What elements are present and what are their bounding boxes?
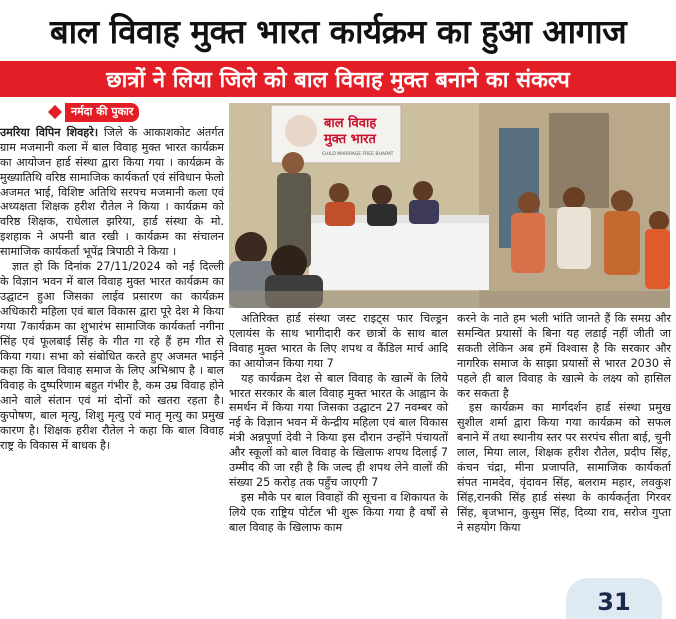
article-column-middle: [229, 312, 448, 536]
banner-caption: CHILD MARRIAGE FREE BHARAT: [322, 152, 394, 157]
headline: बाल विवाह मुक्त भारत कार्यक्रम का हुआ आगाज: [49, 11, 627, 51]
article-para-4: यह कार्यक्रम देश से बाल विवाह के खात्में के लिये भारत सरकार के बाल विवाह मुक्त भारत के आह्वान के समर्थन में किया गया जिसका उद्घाटन 27 नवम्बर को नई के विज्ञान भवन में केन्द्रीय महिला एवं बाल विकास मंत्री अन्नपूर्णा देवी ने किया इस दौरान उन्होंने पंचायतों और स्कूलों को बाल विवाह के खिलाफ शपथ दिलाई 7 उम्मीद की जा रही है कि जल्द ही शपथ लेने वालों की संख्या 25 करोड़ तक पहुँच जाएगी 7: [229, 371, 448, 489]
article-para-6: करने के नाते हम भली भांति जानते हैं कि समग्र और समन्वित प्रयासों के बिना यह लडाई नहीं जीती जा सकती लेकिन अब हमें विश्वास है कि सरकार और नागरिक समाज के साझा प्रयासों से भारत 2030 से पहले ही बाल विवाह के खात्मे के लक्ष्य को हासिल कर सकता है: [457, 312, 671, 400]
article-para-2: ज्ञात हो कि दिनांक 27/11/2024 को नई दिल्ली के विज्ञान भवन में बाल विवाह मुक्त भारत कार्यक्रम का उद्घाटन हुआ जिसका लाईव प्रसारण का कार्यक्रम अधिकारी महिला एवं बाल विकास द्वारा पूरे देश मे किया गया 7कार्यक्रम का शुभारंभ सामाजिक कार्यकर्ता नगीना सिंह एवं फूलबाई सिंह के गीत गा रहे हैं हम गीत से किया गया। सभा को संबोधित करते हुए अजमत भाईने कहा कि बाल विवाह समाज के लिए अभिश्राप है । बाल विवाह के दुष्परिणाम बहुत गंभीर है, कम उम्र विवाह होने आने वाले संतान एवं मां दोनों को खतरा रहता है। कुपोषण, बाल मृत्यु, शिशु मृत्यु एवं मातृ मृत्यु का प्रमुख कारण है। शिक्षक हरीश रौतेल ने कहा कि बाल विवाह राष्ट्र के विकास में बाधक है।: [0, 260, 224, 452]
source-tag: [0, 103, 224, 122]
banner-text-2: मुक्त भारत: [324, 132, 376, 147]
article-column-left: [0, 103, 224, 454]
banner-text-1: बाल विवाह: [324, 116, 377, 131]
source-label: नर्मदा की पुकार: [65, 103, 139, 122]
event-photo: [229, 103, 670, 308]
subheadline-banner: छात्रों ने लिया जिले को बाल विवाह मुक्त बनाने का संकल्प: [0, 61, 676, 97]
byline: उमरिया विपिन शिवहरे।: [0, 125, 99, 139]
diamond-icon: [48, 105, 62, 119]
article-column-right: [457, 312, 671, 536]
article-para-1: उमरिया विपिन शिवहरे। जिले के आकाशकोट अंतर्गत ग्राम मजमानी कला में बाल विवाह मुक्त भारत कार्यक्रम का आयोजन हार्ड संस्था द्वारा किया गया । कार्यक्रम के मुख्यातिथि वरिष्ठ सामाजिक कार्यकर्ता एवं संविधान फेलो अजमत भाई, विशिष्ट अतिथि सरपच मजमानी कला एवं अध्यक्षता शिक्षक हरीश रौतेल ने किया । कार्यक्रम को वरिष्ठ शिक्षक, राधेलाल झरिया, हार्ड संस्था के मो. इशहाक ने अपनी बात रखी । कार्यक्रम का संचालन सामाजिक कार्यकर्ता भूपेंद्र त्रिपाठी ने किया ।: [0, 125, 224, 259]
article-para-5: इस मौके पर बाल विवाहों की सूचना व शिकायत के लिये एक राष्ट्रिय पोर्टल भी शुरू किया गया है वर्षों से बाल विवाह के खिलाफ काम: [229, 490, 448, 534]
event-photo-image: [229, 103, 670, 308]
article-para-3: अतिरिक्त हार्ड संस्था जस्ट राइट्स फार चिल्ड्रन एलायंस के साथ भागीदारी कर छात्रों के साथ बाल विवाह मुक्त भारत के लिए शपथ व कैंडिल मार्च आदि का आयोजन किया गया 7: [229, 312, 448, 370]
page-number-badge: 31: [566, 578, 662, 619]
article-para-7: इस कार्यक्रम का मार्गदर्शन हार्ड संस्था प्रमुख सुशील शर्मा द्वारा किया गया कार्यक्रम को सफल बनाने में तथा स्थानीय स्तर पर सरपंच सीता बाई, चुनी लाल, मिया लाल, शिक्षक हरीश रौतेल, प्रदीप सिंह, कंचन चंद्रा, मीना प्रजापति, सामाजिक कार्यकर्ता संपत नामदेव, वृंदावन सिंह, बलराम महार, लवकुश सिंह,रानकी सिंह हार्ड संस्था के कार्यकर्तृता गिरवर सिंह, बृजभान, कुसुम सिंह, दिव्या राव, सरोज गुप्ता ने सहयोग किया: [457, 401, 671, 534]
